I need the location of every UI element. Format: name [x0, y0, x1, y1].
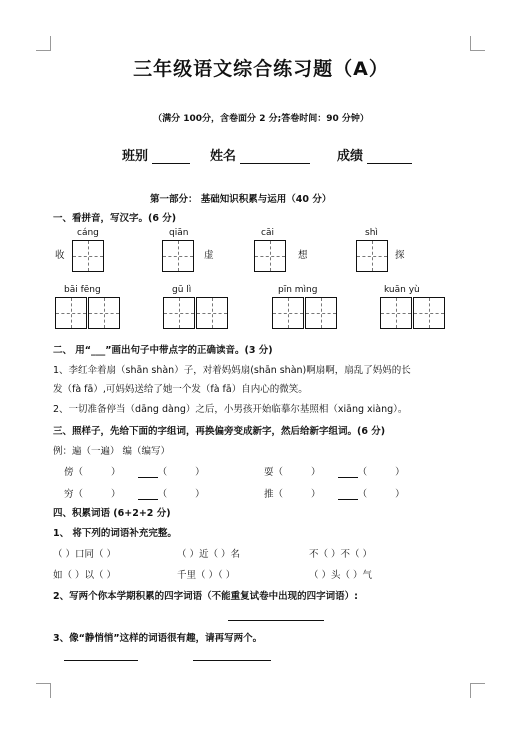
idiom-blank[interactable]: （ ）口同（ ）: [53, 549, 117, 560]
pinyin-label: pīn mìng: [278, 285, 318, 295]
q2-heading: 二、 用“___”画出句子中带点字的正确读音。(3 分): [53, 345, 273, 356]
q3-item: 傍（ ） （ ）: [64, 467, 205, 478]
q4-heading: 四、积累词语 (6+2+2 分): [53, 508, 171, 519]
given-char: 收: [55, 250, 65, 261]
name-field: [210, 145, 310, 164]
answer-blank[interactable]: [138, 467, 158, 478]
q4-sub3: 3、像“静悄悄”这样的词语很有趣，请再写两个。: [53, 633, 263, 644]
writing-box[interactable]: [72, 240, 104, 272]
answer-blank[interactable]: [138, 489, 158, 500]
name-blank[interactable]: [240, 151, 310, 164]
pinyin-label: kuān yù: [384, 285, 420, 295]
page-title: 三年级语文综合练习题（A）: [133, 58, 389, 80]
crop-mark-bottom-left: [36, 683, 51, 698]
idiom-blank[interactable]: 不（ ）不（ ）: [309, 549, 373, 560]
crop-mark-top-left: [36, 36, 51, 51]
q4-sub1: 1、 将下列的词语补充完整。: [53, 528, 177, 539]
idiom-blank[interactable]: 千里（ ）（ ）: [177, 570, 236, 581]
part1-heading: 第一部分： 基础知识积累与运用（40 分）: [150, 194, 332, 205]
crop-mark-bottom-right: [470, 683, 485, 698]
writing-box[interactable]: [272, 297, 304, 329]
q1-heading: 一、看拼音，写汉字。(6 分): [53, 213, 177, 224]
writing-box[interactable]: [380, 297, 412, 329]
q3-heading: 三、照样子，先给下面的字组词，再换偏旁变成新字，然后给新字组词。(6 分): [53, 426, 386, 437]
crop-mark-top-right: [470, 36, 485, 51]
idiom-blank[interactable]: （ ）头（ ）气: [309, 570, 373, 581]
answer-blank[interactable]: [338, 489, 358, 500]
q3-item: 耍（ ） （ ）: [264, 467, 405, 478]
q2-line: 1、李红伞着扇（shān shàn）子，对着妈妈扇(shān shàn)啊扇啊，扇乱了妈妈的长: [53, 365, 411, 376]
q2-line: 2、一切准备停当（dāng dàng）之后，小男孩开始临摹尔基照相（xiāng xiàng）。: [53, 404, 408, 415]
idiom-blank[interactable]: （ ）近（ ）名: [177, 549, 241, 560]
pinyin-label: qiān: [169, 228, 189, 238]
class-blank[interactable]: [152, 151, 190, 164]
answer-line[interactable]: [193, 660, 271, 661]
q3-example: 例：遍（一遍） 编（编写）: [53, 446, 171, 457]
given-char: 想: [298, 250, 308, 261]
given-char: 虚: [204, 250, 214, 261]
writing-box[interactable]: [356, 240, 388, 272]
answer-line[interactable]: [228, 620, 324, 621]
writing-box[interactable]: [196, 297, 228, 329]
writing-box[interactable]: [413, 297, 445, 329]
pinyin-label: gū lì: [172, 285, 192, 295]
pinyin-label: shì: [365, 228, 378, 238]
answer-line[interactable]: [64, 660, 138, 661]
score-label: 成绩: [337, 149, 364, 164]
name-label: 姓名: [210, 149, 237, 164]
answer-blank[interactable]: [338, 467, 358, 478]
score-blank[interactable]: [367, 151, 412, 164]
given-char: 探: [395, 250, 405, 261]
exam-subtitle: （满分 100分，含卷面分 2 分;答卷时间：90 分钟）: [153, 114, 369, 124]
pinyin-label: bāi fēng: [64, 285, 101, 295]
writing-box[interactable]: [162, 240, 194, 272]
writing-box[interactable]: [163, 297, 195, 329]
q3-item: 穷（ ） （ ）: [64, 489, 205, 500]
writing-box[interactable]: [55, 297, 87, 329]
class-label: 班别: [122, 149, 149, 164]
class-field: [122, 145, 190, 164]
pinyin-label: cáng: [77, 228, 99, 238]
q3-item: 推（ ） （ ）: [264, 489, 405, 500]
q2-line: 发（fà fā）,可妈妈送给了她一个发（fà fā）自内心的微笑。: [53, 384, 308, 395]
writing-box[interactable]: [305, 297, 337, 329]
writing-box[interactable]: [254, 240, 286, 272]
q4-sub2: 2、写两个你本学期积累的四字词语（不能重复试卷中出现的四字词语）:: [53, 591, 358, 602]
score-field: [337, 145, 412, 164]
writing-box[interactable]: [88, 297, 120, 329]
idiom-blank[interactable]: 如（ ）以（ ）: [53, 570, 117, 581]
pinyin-label: cāi: [261, 228, 274, 238]
